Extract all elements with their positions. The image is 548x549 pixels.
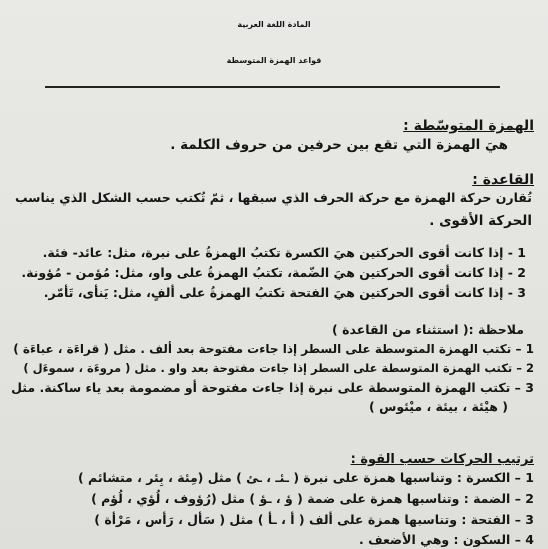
note-item-3: 3 – تكتب الهمزة المتوسطة على نبرة إذا جاءت مفتوحة أو مضمومة بعد ياء ساكنة. مثل [11,380,534,395]
order-item-4: 4 – السكون : وهي الأضعف . [359,532,534,547]
note-item-3-examples: ( هيْئة ، بيئة ، ميْئوس ) [369,399,508,414]
order-item-3: 3 – الفتحة : وتناسبها همزة على ألف ( أ ، ـأ ) مثل ( سَأل ، رَأس ، مَرْأة ) [94,512,534,527]
header-divider [45,86,500,88]
rule-text-line-2: الحركة الأقوى . [429,213,532,229]
rule-text-line-1: تُقارن حركة الهمزة مع حركة الحرف الذي سبقها ، ثمّ تُكتب حسب الشكل الذي يناسب [14,190,532,205]
order-heading: ترتيب الحركات حسب القوة : [350,452,534,467]
rule-heading: القاعدة : [472,172,534,188]
note-item-2: 2 – تكتب الهمزة المتوسطة على السطر إذا جاءت مفتوحة بعد واو . مثل ( مروءَة ، سموءَل ) [23,361,534,375]
note-heading: ملاحظة :( استثناء من القاعدة ) [332,322,524,337]
rule-item-2: 2 - إذا كانت أقوى الحركتين هيَ الضّمة، تكتبُ الهمزةُ على واو، مثل: مُؤمن - مُؤونة. [21,265,526,280]
topic-title: قواعد الهمزة المتوسطة [226,56,322,65]
note-item-1: 1 – تكتب الهمزة المتوسطة على السطر إذا جاءت مفتوحة بعد ألف . مثل ( قراءَة ، عباءَة ) [13,342,534,356]
order-item-2: 2 – الضمة : وتناسبها همزة على ضمة ( ؤ ، ـؤ ) مثل (رُؤوف ، لُؤي ، لُؤم ) [91,491,534,506]
subject-title: المادة اللغة العربية [237,20,311,29]
order-item-1: 1 – الكسرة : وتناسبها همزة على نبرة ( ـئـ ، ـئ ) مثل (مِئة ، بِئر ، متشائم ) [77,470,534,485]
rule-item-1: 1 - إذا كانت أقوى الحركتين هيَ الكسرة تكتبُ الهمزةُ على نبرة، مثل: عائد- فئة. [42,245,526,260]
definition-heading: الهمزة المتوسّطة : [403,118,534,134]
rule-item-3: 3 - إذا كانت أقوى الحركتين هيَ الفتحة تكتبُ الهمزةُ على ألفٍ، مثل: يَنأى، تَأمّر. [43,285,526,300]
definition-text: هيَ الهمزة التي تقع بين حرفين من حروف الكلمة . [170,137,508,153]
